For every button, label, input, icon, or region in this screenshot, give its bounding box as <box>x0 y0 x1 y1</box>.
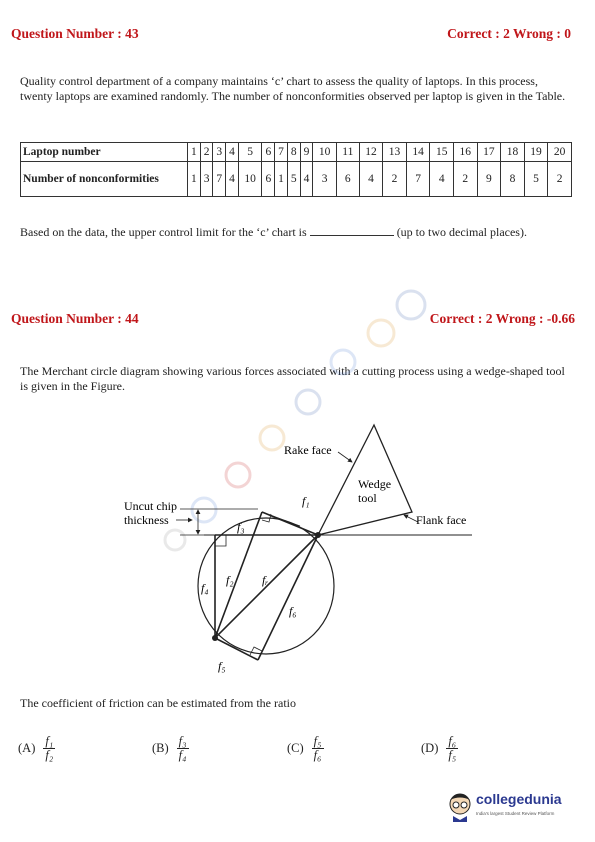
nonconformity-cell: 5 <box>524 162 548 197</box>
nonconformity-cell: 6 <box>336 162 359 197</box>
laptop-number-cell: 17 <box>477 143 501 162</box>
nonconformity-cell: 1 <box>188 162 201 197</box>
nonconformity-cell: 3 <box>200 162 213 197</box>
option-denominator: f₄ <box>178 748 187 762</box>
laptop-number-cell: 10 <box>313 143 337 162</box>
label-f2: f₂ <box>226 573 234 587</box>
row2-label: Number of nonconformities <box>21 162 188 197</box>
option-d[interactable] <box>421 735 458 762</box>
laptop-number-cell: 11 <box>336 143 359 162</box>
nonconformity-cell: 3 <box>313 162 337 197</box>
label-fr: fᵣ <box>262 573 269 587</box>
nonconformity-cell: 6 <box>262 162 275 197</box>
collegedunia-logo <box>446 788 576 828</box>
option-c[interactable] <box>287 735 324 762</box>
q43-number: Question Number : 43 <box>11 26 139 41</box>
nonconformity-cell: 7 <box>406 162 430 197</box>
label-f4: f₄ <box>201 581 209 595</box>
laptop-number-cell: 13 <box>383 143 407 162</box>
nonconformity-cell: 9 <box>477 162 501 197</box>
option-numerator: f₁ <box>45 734 54 748</box>
laptop-number-cell: 8 <box>287 143 300 162</box>
nonconformity-cell: 2 <box>548 162 572 197</box>
q44-score: Correct : 2 Wrong : -0.66 <box>429 311 575 326</box>
laptop-number-cell: 15 <box>430 143 454 162</box>
nonconformity-cell: 4 <box>226 162 239 197</box>
label-uncut-chip: Uncut chip <box>124 499 177 513</box>
label-wedge: Wedge <box>358 477 392 491</box>
laptop-number-cell: 9 <box>300 143 313 162</box>
option-b[interactable] <box>152 735 189 762</box>
nonconformity-cell: 7 <box>213 162 226 197</box>
laptop-number-cell: 3 <box>213 143 226 162</box>
label-thickness: thickness <box>124 513 169 527</box>
rake-face-arrow <box>338 452 352 462</box>
laptop-number-cell: 2 <box>200 143 213 162</box>
laptop-number-cell: 6 <box>262 143 275 162</box>
option-label: (C) <box>287 741 304 755</box>
q43-question-after: (up to two decimal places). <box>396 225 527 239</box>
laptop-number-cell: 18 <box>501 143 525 162</box>
laptop-number-cell: 19 <box>524 143 548 162</box>
nonconformity-cell: 4 <box>359 162 383 197</box>
brand-name: collegedunia <box>476 791 562 807</box>
label-f6: f₆ <box>289 604 297 618</box>
row1-label: Laptop number <box>21 143 188 162</box>
nonconformity-cell: 1 <box>275 162 288 197</box>
nonconformity-cell: 2 <box>454 162 478 197</box>
label-flank-face: Flank face <box>416 513 467 527</box>
q44-prompt: The coefficient of friction can be estimated from the ratio <box>20 696 296 710</box>
option-a[interactable] <box>18 735 55 762</box>
option-fraction <box>312 735 324 762</box>
label-f3: f₃ <box>237 520 245 534</box>
option-numerator: f₅ <box>313 734 322 748</box>
q43-question-before: Based on the data, the upper control limit for the ‘c’ chart is <box>20 225 307 239</box>
laptop-number-cell: 16 <box>454 143 478 162</box>
option-denominator: f₂ <box>45 748 54 762</box>
option-fraction <box>177 735 189 762</box>
nonconformity-cell: 4 <box>430 162 454 197</box>
laptop-number-cell: 12 <box>359 143 383 162</box>
laptop-number-cell: 1 <box>188 143 201 162</box>
nonconformity-cell: 4 <box>300 162 313 197</box>
option-numerator: f₆ <box>448 734 457 748</box>
q44-number: Question Number : 44 <box>11 311 139 326</box>
laptop-number-cell: 4 <box>226 143 239 162</box>
laptop-number-cell: 20 <box>548 143 572 162</box>
q43-text: Quality control department of a company maintains ‘c’ chart to assess the quality of laptops. In this process, twenty laptops are examined randomly. The number of nonconformities observed per laptop is given in the Table. <box>20 74 566 103</box>
nonconformity-cell: 2 <box>383 162 407 197</box>
label-rake-face: Rake face <box>284 443 332 457</box>
nonconformity-cell: 8 <box>501 162 525 197</box>
nonconformity-cell: 10 <box>238 162 262 197</box>
option-label: (A) <box>18 741 36 755</box>
label-f1: f₁ <box>302 494 310 508</box>
q43-score: Correct : 2 Wrong : 0 <box>447 26 571 41</box>
force-f6-line <box>258 535 318 660</box>
option-label: (B) <box>152 741 169 755</box>
option-label: (D) <box>421 741 439 755</box>
laptop-number-cell: 7 <box>275 143 288 162</box>
label-f5: f₅ <box>218 659 226 673</box>
nonconformity-cell: 5 <box>287 162 300 197</box>
label-tool: tool <box>358 491 377 505</box>
option-denominator: f₆ <box>313 748 322 762</box>
q44-text: The Merchant circle diagram showing various forces associated with a cutting process using a wedge-shaped tool is given in the Figure. <box>20 364 565 393</box>
force-f5-line <box>215 638 258 660</box>
option-denominator: f₅ <box>448 748 457 762</box>
brand-tagline: India's largest Student Review Platform <box>476 811 555 816</box>
laptop-number-cell: 5 <box>238 143 262 162</box>
option-numerator: f₃ <box>178 734 187 748</box>
option-fraction <box>446 735 458 762</box>
option-fraction <box>43 735 55 762</box>
mascot-icon <box>446 788 474 822</box>
laptop-number-cell: 14 <box>406 143 430 162</box>
